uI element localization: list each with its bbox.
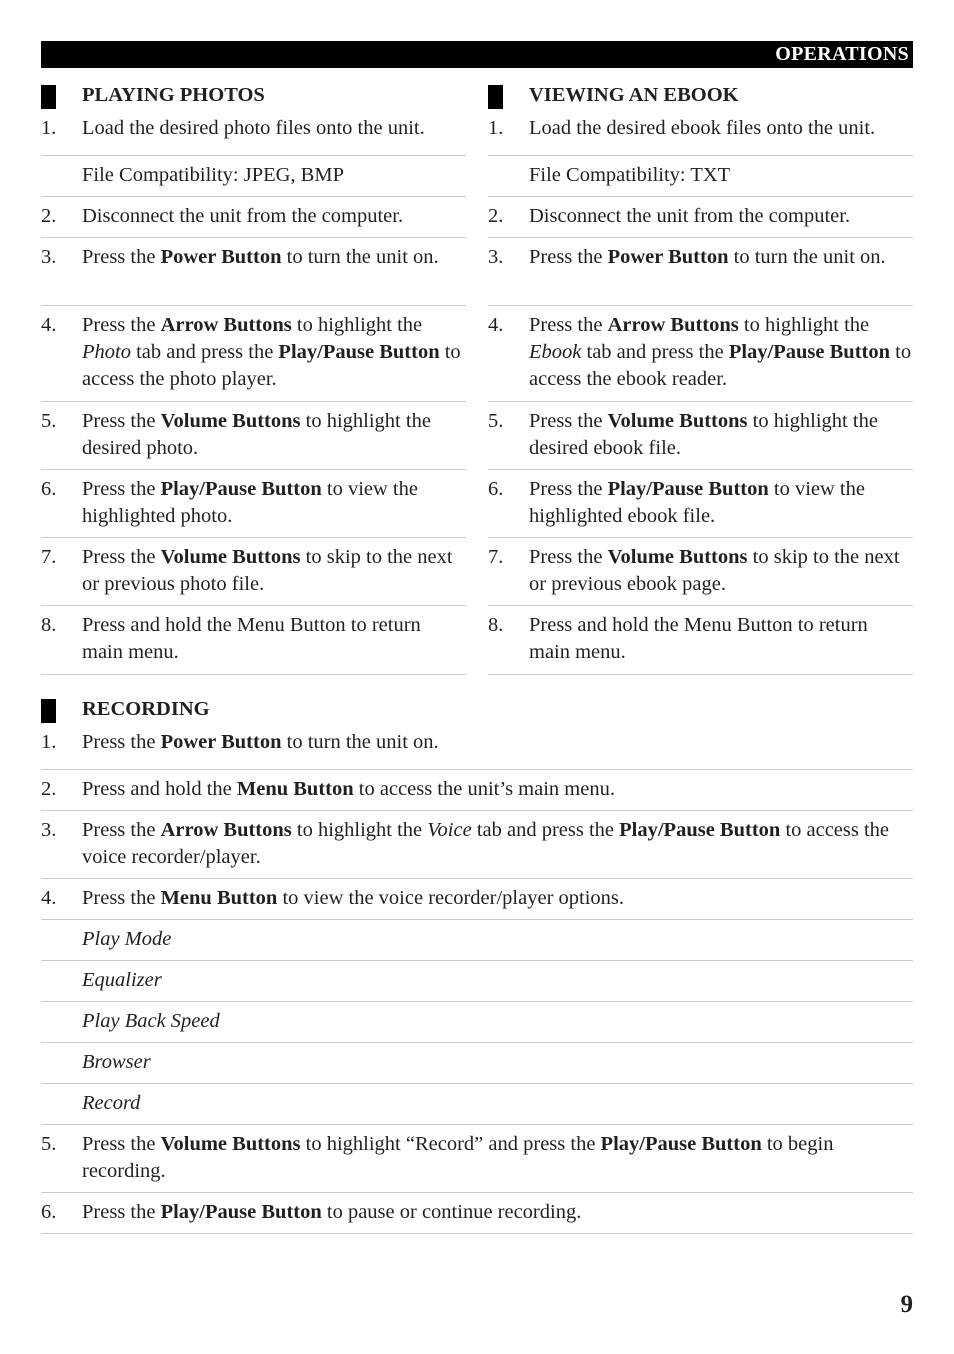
step-text [82, 1131, 913, 1185]
text-run: Press the [82, 1201, 161, 1223]
text-run: Press the [82, 731, 161, 753]
text-run: to highlight the [738, 314, 870, 336]
step-number: 8. [41, 614, 57, 636]
text-run: Disconnect the unit from the computer. [529, 205, 851, 227]
bold-term: Menu Button [160, 887, 278, 909]
bold-term: Volume Buttons [160, 410, 301, 432]
step-text [82, 612, 466, 666]
text-run: tab and press the [130, 341, 279, 363]
text-run: Press the [529, 410, 608, 432]
instruction-step [41, 879, 913, 920]
bold-term: Play/Pause Button [728, 341, 890, 363]
text-run: to view the highlighted ebook file. [529, 478, 865, 527]
step-text [529, 612, 913, 666]
text-run: Press and hold the Menu Button to return main menu. [82, 614, 421, 663]
step-number: 5. [488, 410, 504, 432]
step-number: 3. [488, 246, 504, 268]
step-note [41, 1002, 913, 1043]
text-run: to turn the unit on. [281, 731, 439, 753]
section-recording [41, 697, 913, 1234]
text-run: Press the [529, 246, 608, 268]
bold-term: Volume Buttons [607, 546, 748, 568]
text-run: to access the unit’s main menu. [353, 778, 615, 800]
step-number: 8. [488, 614, 504, 636]
text-run: to highlight the [291, 819, 428, 841]
section-marker [488, 85, 503, 109]
step-text [82, 926, 913, 953]
text-run: to access the voice recorder/player. [82, 819, 890, 868]
italic-term: Play Back Speed [82, 1010, 220, 1032]
step-text [82, 776, 913, 803]
bold-term: Power Button [160, 731, 282, 753]
step-text [82, 1090, 913, 1117]
step-text [529, 408, 913, 462]
step-text [529, 115, 913, 142]
text-run: to begin recording. [82, 1133, 834, 1182]
instruction-step [41, 606, 466, 675]
instruction-step [41, 197, 466, 238]
instruction-step [41, 470, 466, 538]
section-viewing-ebook [488, 83, 913, 675]
instruction-step [488, 402, 913, 470]
instruction-step [41, 729, 913, 770]
step-text [529, 544, 913, 598]
step-number: 6. [41, 478, 57, 500]
italic-term: Voice [427, 819, 472, 841]
instruction-step [41, 402, 466, 470]
step-number: 6. [488, 478, 504, 500]
text-run: to turn the unit on. [728, 246, 886, 268]
section-heading [488, 83, 913, 115]
bold-term: Play/Pause Button [607, 478, 769, 500]
instruction-step [41, 115, 466, 156]
step-number: 5. [41, 410, 57, 432]
step-note [41, 920, 913, 961]
italic-term: Photo [82, 341, 131, 363]
step-number: 1. [41, 731, 57, 753]
step-text [529, 244, 913, 271]
step-text [529, 312, 913, 393]
text-run: Press the [82, 478, 161, 500]
step-number: 7. [41, 546, 57, 568]
instruction-step [488, 606, 913, 675]
step-text [82, 476, 466, 530]
bold-term: Play/Pause Button [278, 341, 440, 363]
step-text [82, 967, 913, 994]
bold-term: Play/Pause Button [600, 1133, 762, 1155]
bold-term: Volume Buttons [160, 546, 301, 568]
instruction-step [41, 770, 913, 811]
instruction-step [488, 197, 913, 238]
step-note [41, 1043, 913, 1084]
text-run: to skip to the next or previous ebook page. [529, 546, 900, 595]
step-text [82, 729, 913, 756]
step-number: 2. [488, 205, 504, 227]
italic-term: Record [82, 1092, 141, 1114]
text-run: to highlight the desired photo. [82, 410, 431, 459]
text-run: to pause or continue recording. [321, 1201, 582, 1223]
step-number: 1. [41, 117, 57, 139]
text-run: to view the highlighted photo. [82, 478, 418, 527]
section-playing-photos [41, 83, 466, 675]
instruction-step [488, 115, 913, 156]
instruction-step [488, 306, 913, 402]
text-run: Press the [529, 546, 608, 568]
step-text [82, 1049, 913, 1076]
text-run: Press the [529, 314, 608, 336]
step-note [41, 1084, 913, 1125]
step-number: 3. [41, 246, 57, 268]
section-title: RECORDING [82, 698, 210, 720]
section-heading [41, 697, 913, 729]
text-run: to highlight the desired ebook file. [529, 410, 878, 459]
italic-term: Browser [82, 1051, 151, 1073]
instruction-step [488, 470, 913, 538]
step-text [82, 544, 466, 598]
text-run: Press the [82, 410, 161, 432]
bold-term: Volume Buttons [160, 1133, 301, 1155]
text-run: Press and hold the Menu Button to return main menu. [529, 614, 868, 663]
step-text [82, 1199, 913, 1226]
page-number: 9 [900, 1291, 913, 1318]
section-marker [41, 699, 56, 723]
text-run: to view the voice recorder/player options. [277, 887, 625, 909]
instruction-step [488, 538, 913, 606]
step-text [82, 817, 913, 871]
instruction-step [41, 306, 466, 402]
bold-term: Arrow Buttons [160, 314, 292, 336]
text-run: Press and hold the [82, 778, 237, 800]
text-run: to access the photo player. [82, 341, 461, 390]
instruction-step [41, 538, 466, 606]
bold-term: Play/Pause Button [160, 478, 322, 500]
bold-term: Volume Buttons [607, 410, 748, 432]
italic-term: Play Mode [82, 928, 172, 950]
step-number: 2. [41, 205, 57, 227]
text-run: Press the [82, 1133, 161, 1155]
italic-term: Ebook [529, 341, 582, 363]
step-text [529, 476, 913, 530]
text-run: tab and press the [581, 341, 729, 363]
step-text [82, 885, 913, 912]
bold-term: Power Button [607, 246, 729, 268]
text-run: Press the [82, 314, 161, 336]
instruction-step [41, 1125, 913, 1193]
step-number: 5. [41, 1133, 57, 1155]
text-run: Press the [82, 887, 161, 909]
instruction-step [41, 238, 466, 306]
text-run: to skip to the next or previous photo file. [82, 546, 453, 595]
section-heading [41, 83, 466, 115]
step-number: 3. [41, 819, 57, 841]
step-number: 4. [488, 314, 504, 336]
bold-term: Power Button [160, 246, 282, 268]
text-run: to highlight “Record” and press the [300, 1133, 601, 1155]
step-text [529, 162, 913, 189]
section-title: VIEWING AN EBOOK [529, 84, 739, 106]
bold-term: Menu Button [236, 778, 354, 800]
step-number: 7. [488, 546, 504, 568]
step-number: 4. [41, 887, 57, 909]
text-run: Load the desired photo files onto the unit. [82, 117, 425, 139]
section-header-bar [41, 41, 913, 68]
italic-term: Equalizer [82, 969, 162, 991]
text-run: to highlight the [291, 314, 423, 336]
step-text [82, 162, 466, 189]
instruction-step [41, 1193, 913, 1234]
instruction-step [488, 238, 913, 306]
step-text [529, 203, 913, 230]
step-text [82, 1008, 913, 1035]
section-marker [41, 85, 56, 109]
bold-term: Play/Pause Button [160, 1201, 322, 1223]
step-text [82, 312, 466, 393]
step-note [41, 156, 466, 197]
text-run: Load the desired ebook files onto the unit. [529, 117, 876, 139]
step-text [82, 203, 466, 230]
text-run: Disconnect the unit from the computer. [82, 205, 404, 227]
step-text [82, 408, 466, 462]
text-run: Press the [82, 819, 161, 841]
step-number: 2. [41, 778, 57, 800]
step-text [82, 115, 466, 142]
section-title: PLAYING PHOTOS [82, 84, 265, 106]
text-run: tab and press the [471, 819, 620, 841]
text-run: File Compatibility: TXT [529, 164, 731, 186]
step-number: 6. [41, 1201, 57, 1223]
header-label: OPERATIONS [775, 43, 909, 65]
step-note [41, 961, 913, 1002]
instruction-step [41, 811, 913, 879]
step-number: 1. [488, 117, 504, 139]
step-number: 4. [41, 314, 57, 336]
step-note [488, 156, 913, 197]
text-run: Press the [82, 246, 161, 268]
text-run: to access the ebook reader. [529, 341, 912, 390]
step-text [82, 244, 466, 271]
text-run: to turn the unit on. [281, 246, 439, 268]
bold-term: Arrow Buttons [160, 819, 292, 841]
text-run: Press the [529, 478, 608, 500]
text-run: File Compatibility: JPEG, BMP [82, 164, 344, 186]
bold-term: Play/Pause Button [619, 819, 781, 841]
text-run: Press the [82, 546, 161, 568]
bold-term: Arrow Buttons [607, 314, 739, 336]
